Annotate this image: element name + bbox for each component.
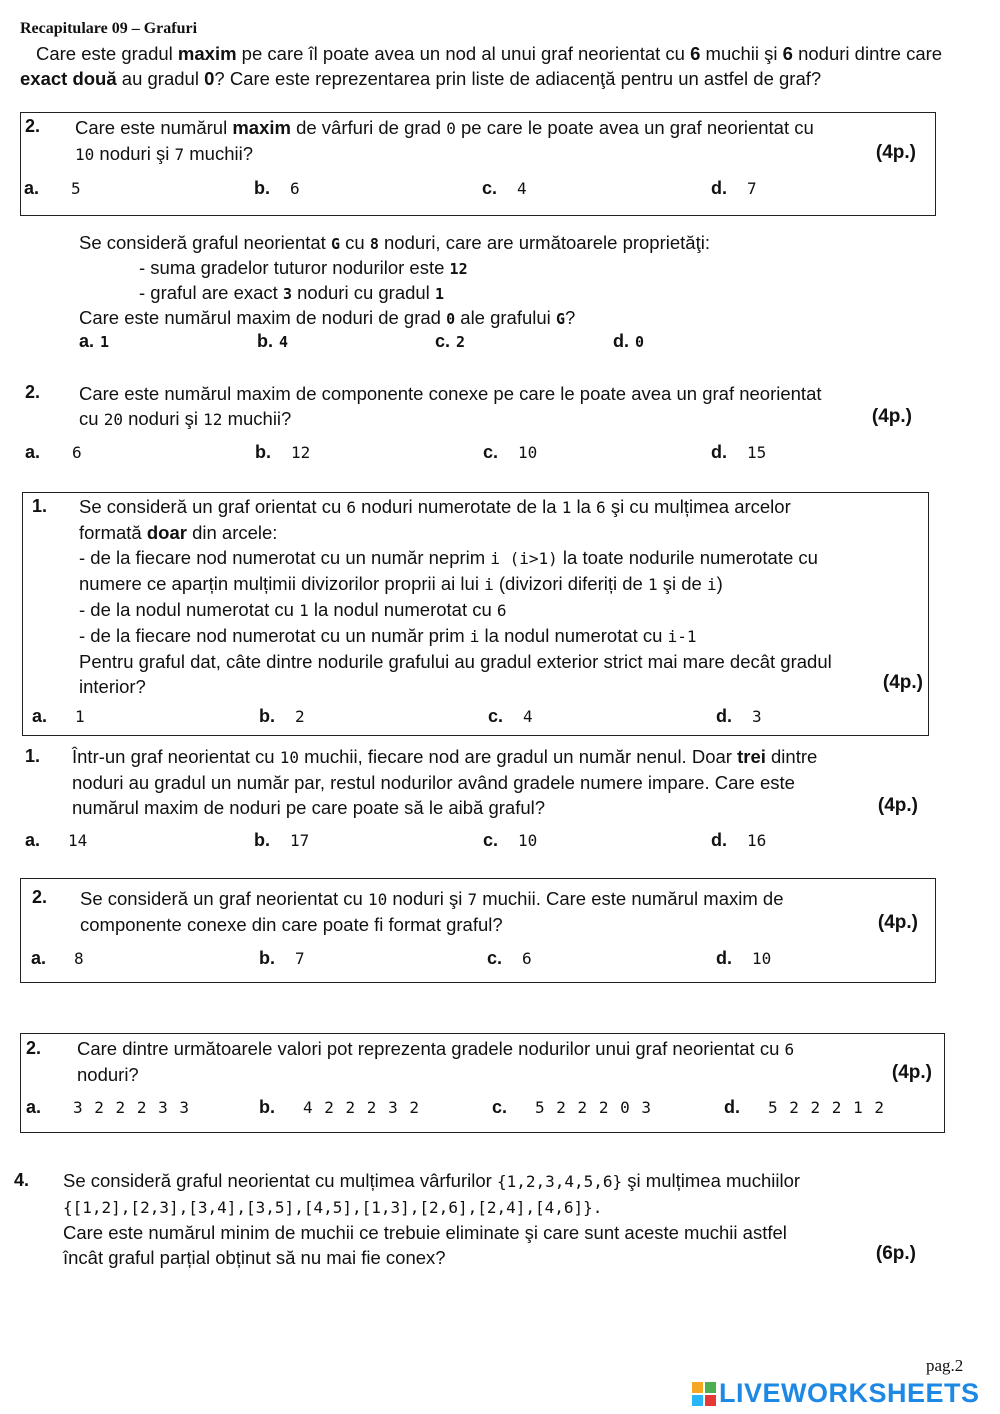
condition-1: - suma gradelor tuturor nodurilor este 12	[139, 257, 468, 278]
points: (4p.)	[891, 1062, 932, 1083]
question-text: Care dintre următoarele valori pot reprezenta gradele nodurilor unui graf neorientat cu 6 noduri?	[77, 1038, 795, 1085]
option-b[interactable]: b. 6	[254, 178, 300, 198]
question-number: 1.	[32, 496, 48, 516]
question-number: 2.	[25, 116, 41, 136]
option-d[interactable]: d. 10	[716, 948, 772, 968]
option-a[interactable]: a. 6	[25, 442, 82, 462]
option-b[interactable]: b. 12	[255, 442, 311, 462]
points: (4p.)	[882, 672, 923, 693]
question-text: Într-un graf neorientat cu 10 muchii, fiecare nod are gradul un număr nenul. Doar trei dintre noduri au gradul un număr par, restul nodurilor având gradele numere impare. Care este numărul maxim de noduri pe care poate să le aibă graful?	[72, 746, 818, 818]
question-number: 4.	[14, 1170, 30, 1190]
page-number: pag.2	[926, 1356, 964, 1375]
points: (4p.)	[875, 142, 916, 163]
question-number: 2.	[32, 887, 48, 907]
points: (4p.)	[877, 912, 918, 933]
option-d[interactable]: d. 15	[711, 442, 767, 462]
option-a[interactable]: a. 3 2 2 2 3 3	[26, 1097, 189, 1117]
option-c[interactable]: c. 4	[488, 706, 533, 726]
page-title: Recapitulare 09 – Grafuri	[20, 20, 198, 37]
question-text: Se consideră graful neorientat G cu 8 noduri, care are următoarele proprietăţi:	[79, 232, 710, 253]
question-text: Care este numărul maxim de componente conexe pe care le poate avea un graf neorientat cu 20 noduri şi 12 muchii?	[79, 383, 822, 429]
option-a[interactable]: a. 1	[32, 706, 85, 726]
option-d[interactable]: d. 5 2 2 2 1 2	[724, 1097, 884, 1117]
question-text: Se consideră un graf orientat cu 6 noduri numerotate de la 1 la 6 şi cu mulțimea arcelor formată doar din arcele: - de la fiecare nod numerotat cu un număr neprim i (i>1) la toate nodurile numerotate cu numere ce aparțin mulțimii divizorilor proprii ai lui i (divizori diferiți de 1 şi de i) - de la nodul numerotat cu 1 la nodul numerotat cu 6 - de la fiecare nod numerotat cu un număr prim i la nodul numerotat cu i-1 Pentru graful dat, câte dintre nodurile grafului au gradul exterior strict mai mare decât gradul interior?	[79, 496, 832, 697]
points: (4p.)	[877, 795, 918, 816]
option-c[interactable]: c. 4	[482, 178, 527, 198]
option-d[interactable]: d. 3	[716, 706, 762, 726]
points: (6p.)	[875, 1243, 916, 1264]
logo-icon	[692, 1382, 716, 1406]
option-b[interactable]: b. 4	[257, 331, 289, 351]
option-b[interactable]: b. 2	[259, 706, 305, 726]
option-a[interactable]: a. 14	[25, 830, 88, 850]
option-c[interactable]: c. 5 2 2 2 0 3	[492, 1097, 651, 1117]
option-d[interactable]: d. 7	[711, 178, 757, 198]
question-number: 2.	[25, 382, 41, 402]
option-b[interactable]: b. 4 2 2 2 3 2	[259, 1097, 419, 1117]
option-a[interactable]: a. 1	[79, 331, 110, 351]
liveworksheets-logo: LIVEWORKSHEETS	[692, 1378, 980, 1409]
question-text: Se consideră un graf neorientat cu 10 noduri şi 7 muchii. Care este numărul maxim de componente conexe din care poate fi format graful?	[80, 888, 784, 935]
question-text: Care este numărul maxim de vârfuri de grad 0 pe care le poate avea un graf neorientat cu 10 noduri şi 7 muchii?	[75, 117, 814, 164]
question-text: Care este numărul maxim de noduri de grad 0 ale grafului G?	[79, 307, 576, 328]
option-c[interactable]: c. 10	[483, 442, 538, 462]
option-c[interactable]: c. 10	[483, 830, 538, 850]
question-number: 1.	[25, 746, 41, 766]
option-b[interactable]: b. 17	[254, 830, 310, 850]
option-b[interactable]: b. 7	[259, 948, 305, 968]
option-d[interactable]: d. 0	[613, 331, 645, 351]
option-c[interactable]: c. 2	[435, 331, 466, 351]
option-a[interactable]: a. 5	[24, 178, 81, 198]
question-intro: Care este gradul maxim pe care îl poate avea un nod al unui graf neorientat cu 6 muchii şi 6 noduri dintre care exact două au gradul 0? Care este reprezentarea prin liste de adiacenţă pentru un astfel de graf?	[20, 43, 943, 89]
points: (4p.)	[871, 406, 912, 427]
question-text: Se consideră graful neorientat cu mulțimea vârfurilor {1,2,3,4,5,6} şi mulțimea muchiilor {[1,2],[2,3],[3,4],[3,5],[4,5],[1,3],[2,6],[2,4],[4,6]}. Care este numărul minim de muchii ce trebuie eliminate şi care sunt aceste muchii astfel încât graful parțial obținut să nu mai fie conex?	[63, 1170, 801, 1268]
question-number: 2.	[26, 1038, 42, 1058]
option-a[interactable]: a. 8	[31, 948, 84, 968]
condition-2: - graful are exact 3 noduri cu gradul 1	[139, 282, 444, 303]
option-d[interactable]: d. 16	[711, 830, 767, 850]
option-c[interactable]: c. 6	[487, 948, 532, 968]
